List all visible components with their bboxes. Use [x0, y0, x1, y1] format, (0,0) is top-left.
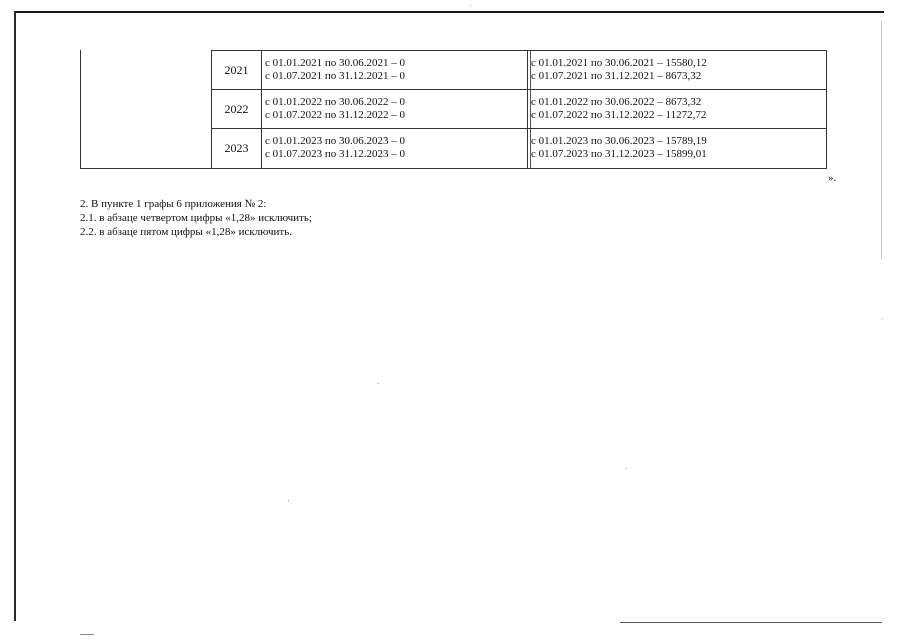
amendment-text	[80, 197, 312, 239]
period-line: с 01.07.2023 по 31.12.2023 – 0	[265, 148, 406, 160]
scan-artifact	[80, 634, 94, 635]
cell-divider	[530, 90, 531, 128]
paragraph: 2.2. в абзаце пятом цифры «1,28» исключить.	[80, 226, 292, 238]
period-line: с 01.07.2021 по 31.12.2021 – 8673,32	[531, 70, 702, 82]
cell-divider	[530, 51, 531, 89]
table-row	[211, 128, 827, 168]
scan-border-top	[14, 11, 884, 13]
year-cell: 2021	[211, 51, 262, 89]
tariff-cell-col2	[528, 90, 827, 128]
period-line: с 01.01.2021 по 30.06.2021 – 0	[265, 57, 406, 69]
scan-speck	[288, 500, 289, 501]
tariff-cell-col2	[528, 129, 827, 168]
scan-speck	[882, 318, 883, 319]
period-line: с 01.01.2023 по 30.06.2023 – 15789,19	[531, 135, 707, 147]
table-row	[211, 50, 827, 89]
year-cell: 2023	[211, 129, 262, 168]
scan-border-right	[881, 20, 882, 260]
tariff-cell-col1	[262, 129, 528, 168]
period-line: с 01.07.2021 по 31.12.2021 – 0	[265, 70, 406, 82]
period-line: с 01.07.2022 по 31.12.2022 – 11272,72	[531, 109, 707, 121]
period-line: с 01.01.2022 по 30.06.2022 – 8673,32	[531, 96, 702, 108]
table-row	[211, 89, 827, 128]
period-line: с 01.07.2022 по 31.12.2022 – 0	[265, 109, 406, 121]
scan-speck	[470, 5, 471, 6]
scan-speck	[626, 468, 627, 469]
scan-border-bottom	[620, 622, 882, 623]
paragraph: 2.1. в абзаце четвертом цифры «1,28» исключить;	[80, 212, 312, 224]
tariff-cell-col1	[262, 51, 528, 89]
tariff-cell-col1	[262, 90, 528, 128]
scan-border-left	[14, 11, 16, 621]
year-cell: 2022	[211, 90, 262, 128]
closing-quote: ».	[828, 172, 837, 184]
period-line: с 01.01.2023 по 30.06.2023 – 0	[265, 135, 406, 147]
tariff-cell-col2	[528, 51, 827, 89]
period-line: с 01.01.2022 по 30.06.2022 – 0	[265, 96, 406, 108]
period-line: с 01.07.2023 по 31.12.2023 – 15899,01	[531, 148, 707, 160]
tariff-table	[80, 50, 827, 169]
scan-speck	[378, 383, 379, 384]
period-line: с 01.01.2021 по 30.06.2021 – 15580,12	[531, 57, 707, 69]
cell-divider	[530, 129, 531, 168]
paragraph: 2. В пункте 1 графы 6 приложения № 2:	[80, 198, 267, 210]
